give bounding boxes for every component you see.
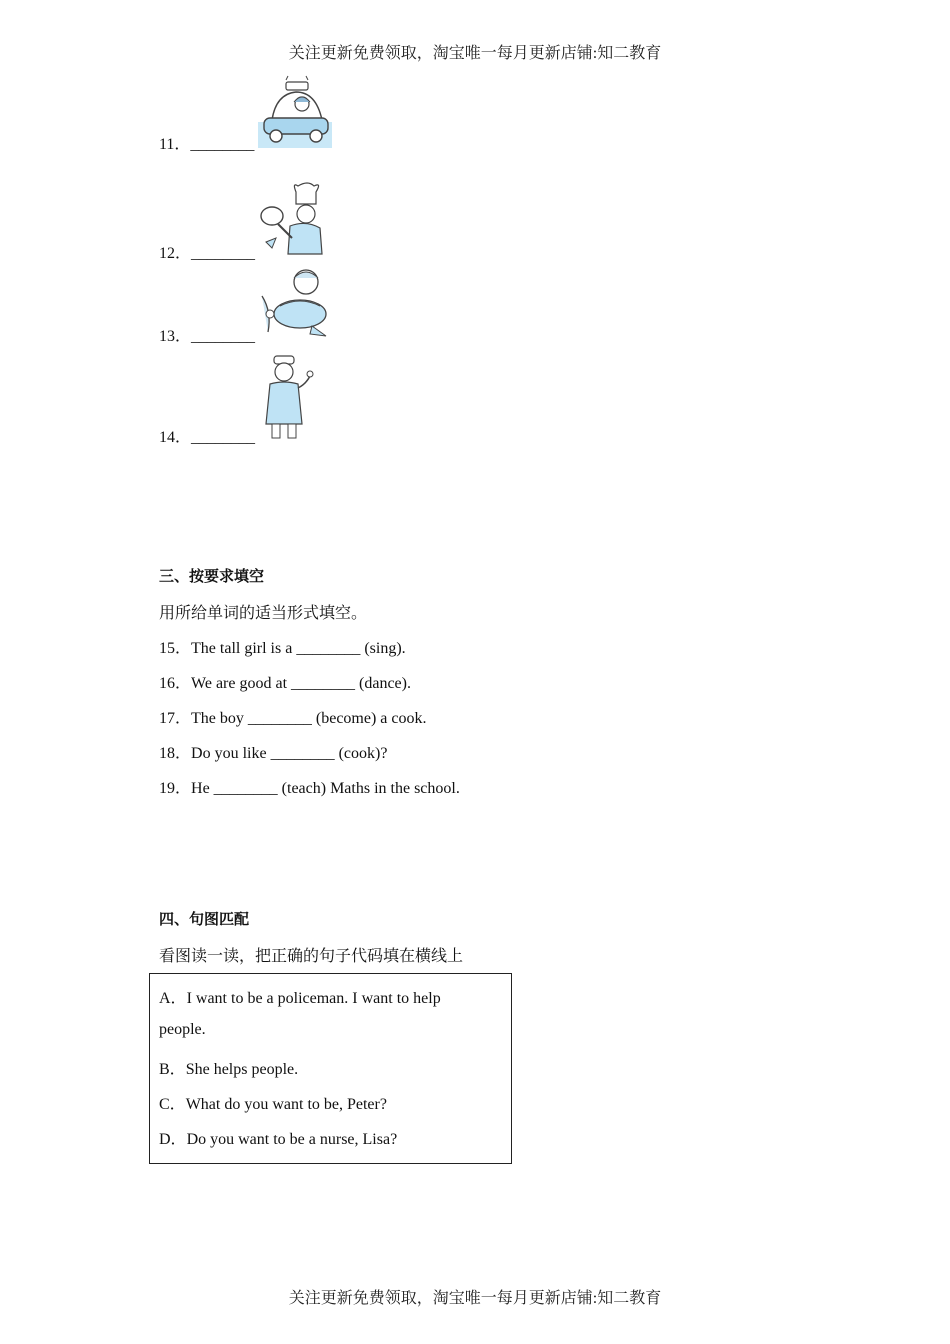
option-letter: C． bbox=[159, 1096, 186, 1113]
option-text: She helps people. bbox=[185, 1061, 299, 1078]
question-number: 19． bbox=[159, 780, 192, 797]
option-text: I want to be a policeman. I want to help bbox=[186, 990, 441, 1007]
option-text: Do you want to be a nurse, Lisa? bbox=[186, 1131, 398, 1148]
pilot-icon bbox=[260, 266, 332, 340]
option-letter: A． bbox=[159, 990, 187, 1007]
question-number: 16． bbox=[159, 675, 192, 692]
chef-icon bbox=[258, 182, 330, 256]
option-letter: B． bbox=[159, 1061, 186, 1078]
option-d bbox=[159, 1126, 397, 1149]
doctor-icon bbox=[260, 354, 316, 442]
page-header: 关注更新免费领取，淘宝唯一每月更新店铺:知二教育 bbox=[288, 45, 662, 62]
answer-blank[interactable]: ________ bbox=[191, 429, 256, 446]
answer-blank[interactable]: ________ bbox=[190, 136, 255, 153]
question-19 bbox=[159, 775, 460, 798]
question-text[interactable]: We are good at ________ (dance). bbox=[191, 675, 411, 692]
question-text[interactable]: The boy ________ (become) a cook. bbox=[191, 710, 427, 727]
section-3-heading: 三、按要求填空 bbox=[159, 567, 265, 585]
page-footer: 关注更新免费领取，淘宝唯一每月更新店铺:知二教育 bbox=[288, 1290, 662, 1307]
question-number: 12． bbox=[159, 245, 192, 262]
option-a-continued: people. bbox=[159, 1021, 206, 1038]
question-16 bbox=[159, 670, 411, 693]
section-3-instruction: 用所给单词的适当形式填空。 bbox=[159, 605, 368, 622]
question-number: 14． bbox=[159, 429, 192, 446]
section-4-instruction: 看图读一读，把正确的句子代码填在横线上 bbox=[159, 948, 464, 965]
option-a bbox=[159, 985, 441, 1008]
question-number: 18． bbox=[159, 745, 192, 762]
answer-blank[interactable]: ________ bbox=[191, 328, 256, 345]
option-b bbox=[159, 1056, 298, 1079]
option-text: What do you want to be, Peter? bbox=[185, 1096, 387, 1113]
question-17 bbox=[159, 705, 427, 728]
question-12 bbox=[159, 240, 255, 263]
question-number: 13． bbox=[159, 328, 192, 345]
question-number: 11． bbox=[159, 136, 191, 153]
taxi-driver-icon bbox=[258, 74, 332, 148]
answer-blank[interactable]: ________ bbox=[191, 245, 256, 262]
question-14 bbox=[159, 424, 255, 447]
question-15 bbox=[159, 635, 406, 658]
option-letter: D． bbox=[159, 1131, 187, 1148]
question-13 bbox=[159, 323, 255, 346]
question-number: 15． bbox=[159, 640, 192, 657]
question-text[interactable]: Do you like ________ (cook)? bbox=[191, 745, 388, 762]
option-c bbox=[159, 1091, 387, 1114]
question-text[interactable]: He ________ (teach) Maths in the school. bbox=[191, 780, 460, 797]
question-text[interactable]: The tall girl is a ________ (sing). bbox=[191, 640, 406, 657]
question-18 bbox=[159, 740, 387, 763]
question-number: 17． bbox=[159, 710, 192, 727]
section-4-heading: 四、句图匹配 bbox=[159, 910, 250, 928]
question-11 bbox=[159, 131, 254, 154]
